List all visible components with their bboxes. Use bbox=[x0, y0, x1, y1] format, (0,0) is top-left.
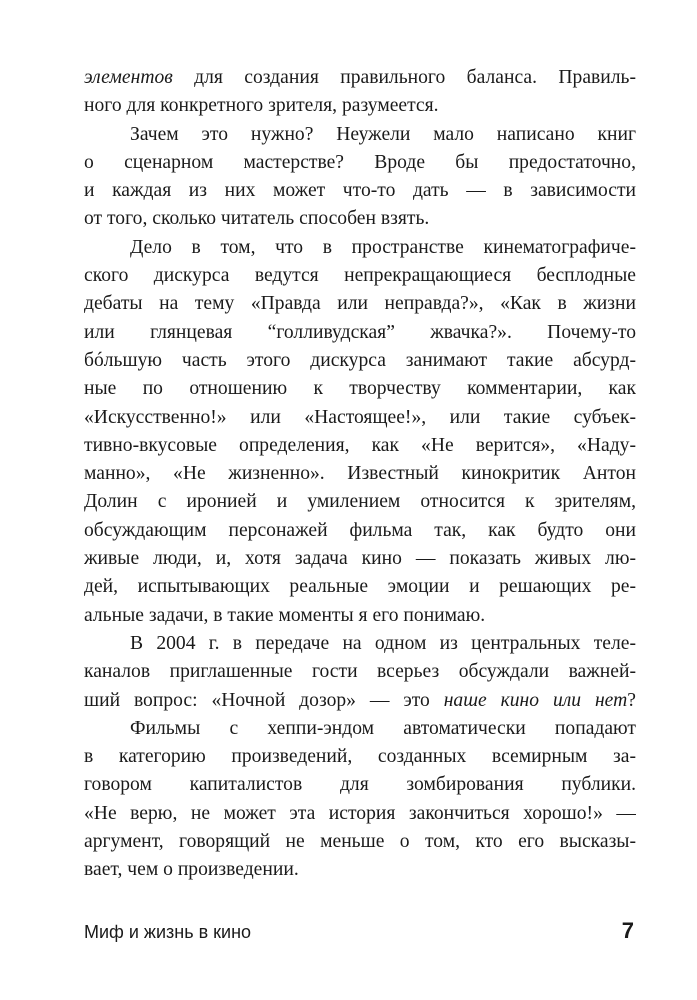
text-line: ского дискурса ведутся непрекращающиеся бесплодные bbox=[84, 265, 636, 287]
text-line: и каждая из них может что-то дать — в зависимости bbox=[84, 180, 636, 202]
text-line: или глянцевая “голливудская” жвачка?». Почему-то bbox=[84, 321, 636, 343]
text-line: тивно-вкусовые определения, как «Не верится», «Наду- bbox=[84, 434, 636, 456]
italic-phrase: наше кино или нет bbox=[443, 689, 628, 711]
text-line: Долин с иронией и умилением относится к зрителям, bbox=[84, 491, 636, 513]
text-line: ные по отношению к творчеству комментарии, как bbox=[84, 378, 636, 400]
text-line: дей, испытывающих реальные эмоции и решающих ре- bbox=[84, 576, 636, 598]
text-line: от того, сколько читатель способен взять. bbox=[84, 208, 430, 230]
page-body bbox=[84, 64, 636, 885]
text-line: вает, чем о произведении. bbox=[84, 859, 299, 881]
paragraph-start-line: Зачем это нужно? Неужели мало написано книг bbox=[130, 123, 636, 145]
text-line: в категорию произведений, созданных всемирным за- bbox=[84, 746, 636, 768]
text-line: бóльшую часть этого дискурса занимают такие абсурд- bbox=[84, 349, 636, 371]
text-line: говором капиталистов для зомбирования публики. bbox=[84, 774, 636, 796]
text-line: аргумент, говорящий не меньше о том, кто его высказы- bbox=[84, 831, 636, 853]
text-line: элементов для создания правильного баланса. Правиль- bbox=[84, 67, 636, 88]
text-line: альные задачи, в такие моменты я его понимаю. bbox=[84, 604, 486, 626]
text-line: ший вопрос: «Ночной дозор» — это наше кино или нет? bbox=[84, 689, 636, 711]
text-line: каналов приглашенные гости всерьез обсуждали важней- bbox=[84, 661, 636, 683]
text-line: «Искусственно!» или «Настоящее!», или такие субъек- bbox=[84, 406, 636, 428]
running-title: Миф и жизнь в кино bbox=[84, 922, 252, 942]
text-line: дебаты на тему «Правда или неправда?», «Как в жизни bbox=[84, 293, 636, 315]
page-footer bbox=[84, 918, 636, 948]
paragraph-start-line: Дело в том, что в пространстве кинематографиче- bbox=[130, 236, 636, 258]
text-line: живые люди, и, хотя задача кино — показать живых лю- bbox=[84, 548, 636, 570]
paragraph-start-line: В 2004 г. в передаче на одном из центральных теле- bbox=[130, 632, 636, 654]
italic-term: элементов bbox=[84, 67, 173, 88]
text-line: обсуждающим персонажей фильма так, как будто они bbox=[84, 519, 636, 541]
text-line: ного для конкретного зрителя, разумеется. bbox=[84, 95, 439, 117]
page-number: 7 bbox=[621, 918, 634, 943]
text-line: манно», «Не жизненно». Известный кинокритик Антон bbox=[84, 463, 636, 485]
text-line: «Не верю, не может эта история закончиться хорошо!» — bbox=[84, 802, 636, 824]
paragraph-start-line: Фильмы с хеппи-эндом автоматически попадают bbox=[130, 717, 636, 739]
text-line: о сценарном мастерстве? Вроде бы предостаточно, bbox=[84, 151, 636, 173]
